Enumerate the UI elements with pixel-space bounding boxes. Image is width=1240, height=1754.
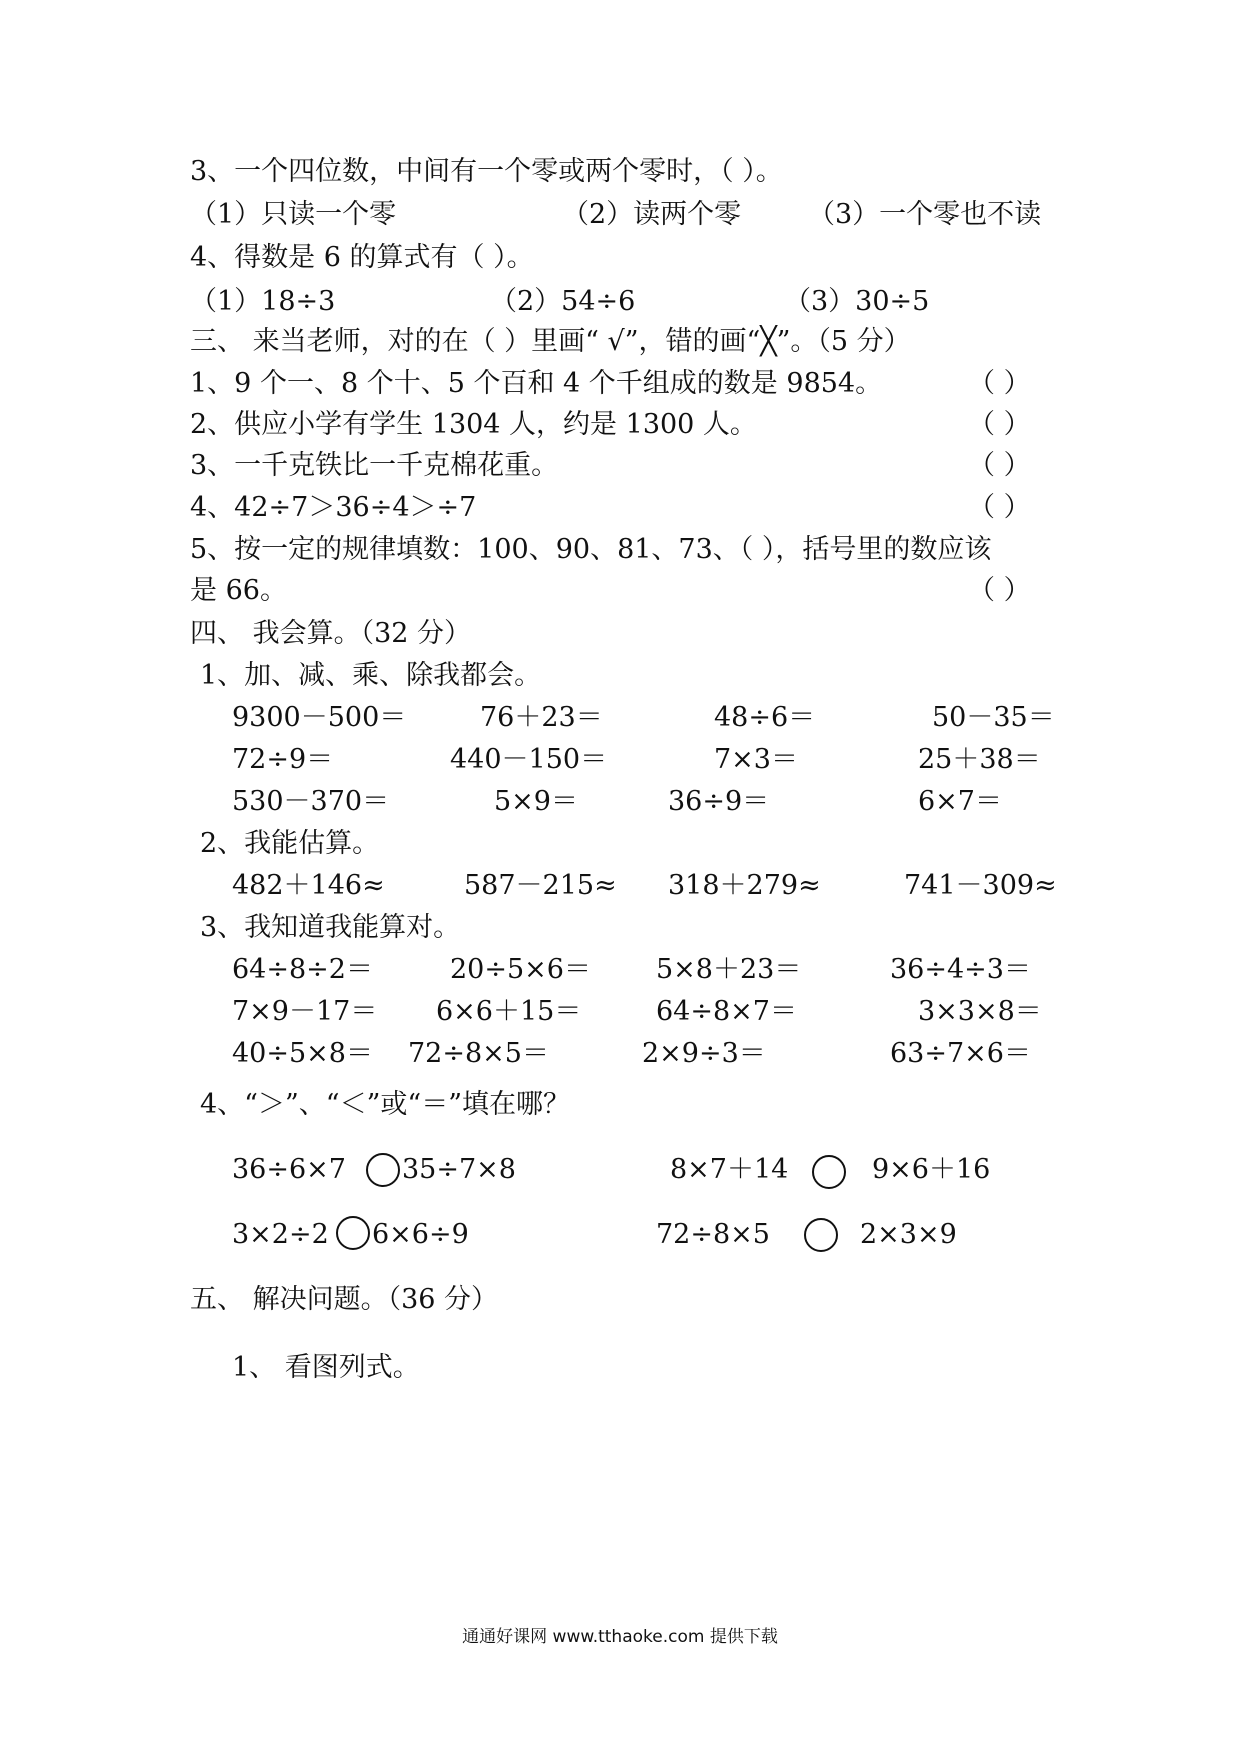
- answer-paren[interactable]: （ ）: [968, 368, 1031, 399]
- section3-item-5-cont: 是 66。: [190, 575, 287, 606]
- compare-right: 2×3×9: [860, 1219, 957, 1250]
- expression: 25＋38＝: [918, 744, 1041, 775]
- compare-circle[interactable]: [366, 1153, 400, 1187]
- compare-right: 6×6÷9: [372, 1219, 469, 1250]
- compare-right: 9×6＋16: [872, 1154, 991, 1185]
- expression: 72÷9＝: [232, 744, 334, 775]
- compare-circle[interactable]: [804, 1218, 838, 1252]
- answer-paren[interactable]: （ ）: [968, 409, 1031, 440]
- estimate-expression: 587－215≈: [464, 870, 617, 901]
- expression: 63÷7×6＝: [890, 1038, 1031, 1069]
- q4-option-2: （2）54÷6: [490, 286, 636, 317]
- estimate-expression: 318＋279≈: [668, 870, 821, 901]
- expression: 9300－500＝: [232, 702, 407, 733]
- expression: 7×9－17＝: [232, 996, 378, 1027]
- section3-item-1: 1、9 个一、8 个十、5 个百和 4 个千组成的数是 9854。: [190, 368, 883, 399]
- q3-option-1: （1）只读一个零: [190, 199, 397, 230]
- q4-stem: 4、得数是 6 的算式有（ ）。: [190, 242, 534, 273]
- expression: 7×3＝: [714, 744, 798, 775]
- expression: 64÷8×7＝: [656, 996, 797, 1027]
- compare-right: 35÷7×8: [402, 1154, 516, 1185]
- part4-heading: 4、“＞”、“＜”或“＝”填在哪？: [200, 1089, 570, 1120]
- expression: 5×8＋23＝: [656, 954, 802, 985]
- expression: 2×9÷3＝: [642, 1038, 766, 1069]
- expression: 530－370＝: [232, 786, 390, 817]
- compare-circle[interactable]: [812, 1155, 846, 1189]
- expression: 48÷6＝: [714, 702, 816, 733]
- compare-left: 8×7＋14: [670, 1154, 789, 1185]
- expression: 64÷8÷2＝: [232, 954, 373, 985]
- expression: 440－150＝: [450, 744, 608, 775]
- section4-title: 四、 我会算。（32 分）: [190, 618, 472, 649]
- page-footer: 通通好课网 www.tthaoke.com 提供下载: [462, 1627, 778, 1647]
- q3-stem: 3、一个四位数，中间有一个零或两个零时，（ ）。: [190, 156, 783, 187]
- section3-item-3: 3、一千克铁比一千克棉花重。: [190, 450, 559, 481]
- compare-circle[interactable]: [336, 1216, 370, 1250]
- expression: 72÷8×5＝: [408, 1038, 549, 1069]
- expression: 76＋23＝: [480, 702, 603, 733]
- section3-title: 三、 来当老师，对的在（ ）里画“ √”，错的画“╳”。（5 分）: [190, 326, 911, 357]
- expression: 50－35＝: [932, 702, 1055, 733]
- part2-heading: 2、我能估算。: [200, 828, 380, 859]
- expression: 5×9＝: [494, 786, 578, 817]
- q4-option-3: （3）30÷5: [784, 286, 930, 317]
- section5-part1: 1、 看图列式。: [232, 1352, 420, 1383]
- expression: 36÷9＝: [668, 786, 770, 817]
- estimate-expression: 741－309≈: [904, 870, 1057, 901]
- section3-item-2: 2、供应小学有学生 1304 人，约是 1300 人。: [190, 409, 757, 440]
- expression: 40÷5×8＝: [232, 1038, 373, 1069]
- q3-option-2: （2）读两个零: [562, 199, 742, 230]
- expression: 6×6＋15＝: [436, 996, 582, 1027]
- section3-item-5: 5、按一定的规律填数：100、90、81、73、（ ），括号里的数应该: [190, 534, 992, 565]
- answer-paren[interactable]: （ ）: [968, 575, 1031, 606]
- part1-heading: 1、加、减、乘、除我都会。: [200, 660, 542, 691]
- compare-left: 36÷6×7: [232, 1154, 346, 1185]
- part3-heading: 3、我知道我能算对。: [200, 912, 461, 943]
- q3-option-3: （3）一个零也不读: [808, 199, 1042, 230]
- estimate-expression: 482＋146≈: [232, 870, 385, 901]
- section3-item-4: 4、42÷7＞36÷4＞÷7: [190, 492, 477, 523]
- section5-title: 五、 解决问题。（36 分）: [190, 1284, 499, 1315]
- expression: 36÷4÷3＝: [890, 954, 1031, 985]
- expression: 3×3×8＝: [918, 996, 1042, 1027]
- expression: 20÷5×6＝: [450, 954, 591, 985]
- expression: 6×7＝: [918, 786, 1002, 817]
- compare-left: 3×2÷2: [232, 1219, 329, 1250]
- answer-paren[interactable]: （ ）: [968, 492, 1031, 523]
- compare-left: 72÷8×5: [656, 1219, 770, 1250]
- q4-option-1: （1）18÷3: [190, 286, 336, 317]
- answer-paren[interactable]: （ ）: [968, 450, 1031, 481]
